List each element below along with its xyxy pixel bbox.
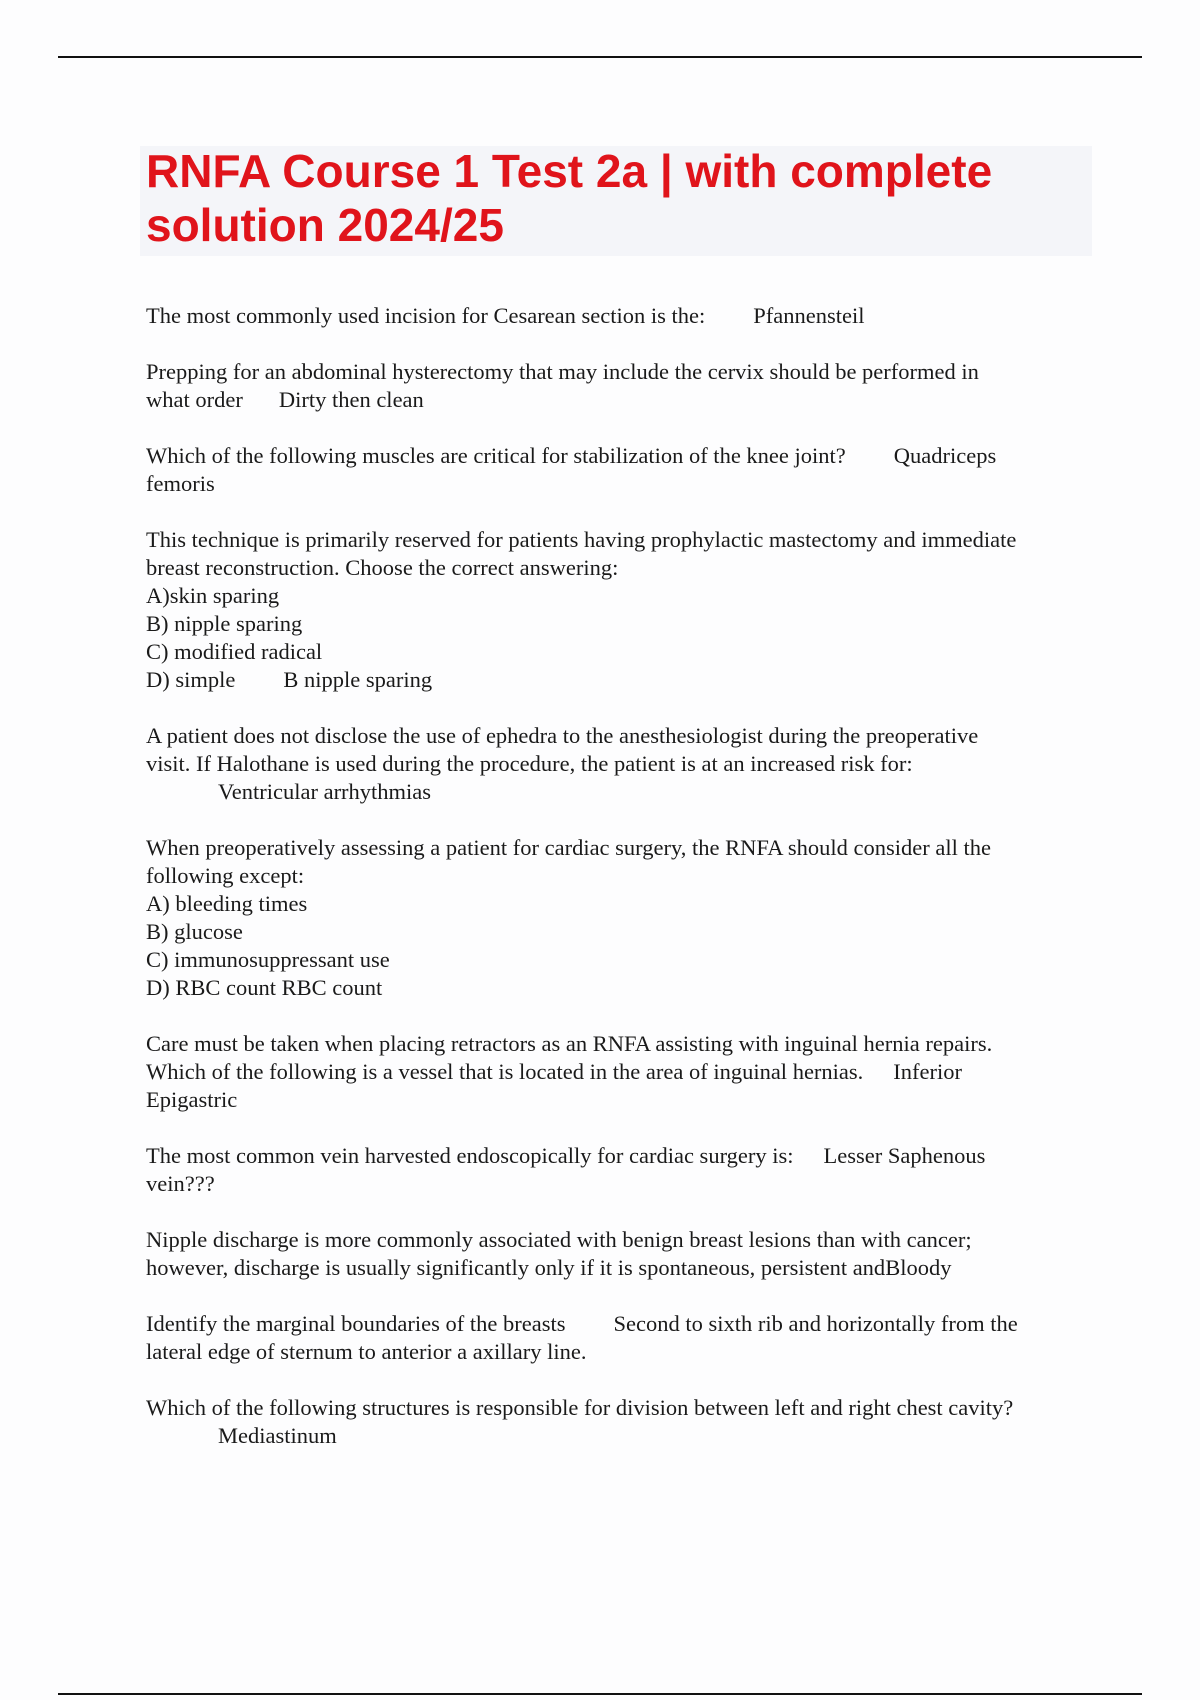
- question-text: When preoperatively assessing a patient for cardiac surgery, the RNFA should consider all the: [146, 835, 991, 860]
- page-title: RNFA Course 1 Test 2a | with complete solution 2024/25: [146, 145, 993, 251]
- option-text: B) nipple sparing: [146, 611, 303, 636]
- answer-text: Bloody: [885, 1255, 952, 1280]
- question-text: This technique is primarily reserved for patients having prophylactic mastectomy and immediate: [146, 527, 1017, 552]
- option-text: B) glucose: [146, 919, 243, 944]
- qa-item: [146, 442, 1096, 498]
- qa-item: [146, 302, 1096, 330]
- answer-text: Ventricular arrhythmias: [218, 779, 432, 804]
- answer-text: B nipple sparing: [283, 667, 433, 692]
- qa-item: [146, 722, 1096, 806]
- answer-text: Lesser Saphenous: [823, 1143, 986, 1168]
- question-text: what order: [146, 387, 243, 412]
- option-text: A)skin sparing: [146, 583, 280, 608]
- option-text: C) modified radical: [146, 639, 323, 664]
- answer-text: femoris: [146, 471, 215, 496]
- option-text: D) RBC count: [146, 975, 277, 1000]
- qa-item: [146, 834, 1096, 1002]
- answer-text: vein???: [146, 1171, 215, 1196]
- answer-text: Inferior: [893, 1059, 963, 1084]
- qa-item: [146, 1310, 1096, 1366]
- qa-item: [146, 526, 1096, 694]
- question-text: The most common vein harvested endoscopically for cardiac surgery is:: [146, 1143, 794, 1168]
- qa-item: [146, 358, 1096, 414]
- question-text: however, discharge is usually significantly only if it is spontaneous, persistent and: [146, 1255, 886, 1280]
- footer-rule: [58, 1693, 1142, 1695]
- question-text: breast reconstruction. Choose the correct answering:: [146, 555, 619, 580]
- option-text: C) immunosuppressant use: [146, 947, 390, 972]
- option-text: D) simple: [146, 667, 236, 692]
- question-text: A patient does not disclose the use of ephedra to the anesthesiologist during the preoperative: [146, 723, 979, 748]
- answer-text: Epigastric: [146, 1087, 238, 1112]
- answer-text: Pfannensteil: [753, 303, 865, 328]
- question-text: Which of the following muscles are critical for stabilization of the knee joint?: [146, 443, 846, 468]
- question-text: Which of the following structures is responsible for division between left and right chest cavity?: [146, 1395, 1014, 1420]
- qa-item: [146, 1226, 1096, 1282]
- qa-item: [146, 1394, 1096, 1450]
- header-rule: [58, 56, 1142, 58]
- answer-text: Dirty then clean: [278, 387, 424, 412]
- qa-list: [146, 302, 1096, 1478]
- answer-text: Second to sixth rib and horizontally from the: [613, 1311, 1018, 1336]
- question-text: The most commonly used incision for Cesarean section is the:: [146, 303, 706, 328]
- answer-text: lateral edge of sternum to anterior a axillary line.: [146, 1339, 587, 1364]
- question-text: visit. If Halothane is used during the procedure, the patient is at an increased risk for:: [146, 751, 913, 776]
- qa-item: [146, 1142, 1096, 1198]
- question-text: Which of the following is a vessel that is located in the area of inguinal hernias.: [146, 1059, 864, 1084]
- question-text: Prepping for an abdominal hysterectomy that may include the cervix should be performed in: [146, 359, 979, 384]
- qa-item: [146, 1030, 1096, 1114]
- answer-text: RBC count: [281, 975, 383, 1000]
- option-text: A) bleeding times: [146, 891, 308, 916]
- answer-text: Mediastinum: [218, 1423, 337, 1448]
- question-text: Identify the marginal boundaries of the breasts: [146, 1311, 566, 1336]
- answer-text: Quadriceps: [893, 443, 997, 468]
- question-text: Care must be taken when placing retractors as an RNFA assisting with inguinal hernia repairs.: [146, 1031, 993, 1056]
- question-text: following except:: [146, 863, 305, 888]
- question-text: Nipple discharge is more commonly associated with benign breast lesions than with cancer;: [146, 1227, 972, 1252]
